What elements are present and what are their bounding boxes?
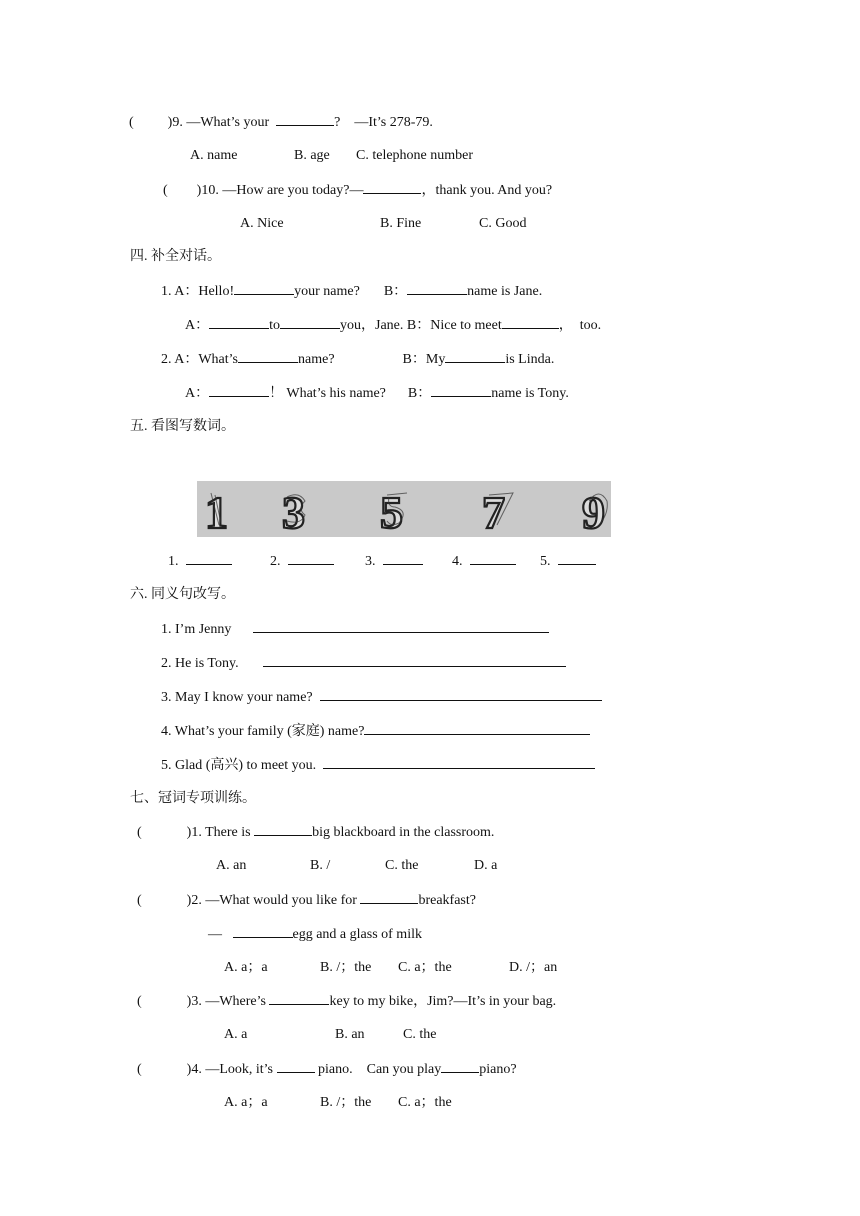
q3-option-a: A. a [224, 1027, 248, 1042]
paren-open: ( [129, 115, 134, 130]
after: key to my bike，Jim?—It’s in your bag. [329, 994, 557, 1009]
answer-blank[interactable] [238, 350, 298, 363]
article-q4 [137, 1060, 517, 1079]
answer-1 [168, 552, 232, 571]
stem: )3. —Where’s [186, 994, 270, 1009]
q4-option-a: A. a；a [224, 1095, 268, 1110]
q9-stem: )9. —What’s your [167, 115, 273, 130]
answer-blank[interactable] [186, 552, 232, 565]
dialog-line-3 [161, 350, 554, 369]
rewrite-3 [161, 688, 602, 707]
q2-option-a: A. a；a [224, 960, 268, 975]
ornate-digits-image [197, 481, 611, 537]
answer-blank[interactable] [234, 282, 294, 295]
label: 1. [168, 554, 179, 569]
q1-option-c: C. the [385, 858, 419, 873]
label: 5. [540, 554, 551, 569]
article-q3 [137, 992, 556, 1011]
q10-after: ，thank you. And you? [421, 183, 553, 198]
q2-option-b: B. /；the [320, 960, 372, 975]
q3-option-b: B. an [335, 1027, 365, 1042]
text: your name? [294, 284, 360, 299]
answer-blank[interactable] [253, 620, 549, 633]
mid: piano. Can you play [314, 1062, 442, 1077]
section-6-title: 六. 同义句改写。 [130, 587, 235, 602]
digit-one: 1 [205, 487, 228, 537]
answer-blank[interactable] [383, 552, 423, 565]
q10-option-a: A. Nice [240, 216, 284, 231]
q9-option-b: B. age [294, 148, 330, 163]
q9-option-a: A. name [190, 148, 238, 163]
q1-option-b: B. / [310, 858, 331, 873]
paren-open: ( [163, 183, 168, 198]
answer-3 [365, 552, 423, 571]
article-q2-reply [208, 925, 422, 944]
dash: — [208, 927, 226, 942]
label: 3. [365, 554, 376, 569]
rewrite-1 [161, 620, 549, 639]
article-q2 [137, 891, 476, 910]
answer-5 [540, 552, 596, 571]
q2-option-d: D. /；an [509, 960, 558, 975]
rewrite-5 [161, 756, 595, 775]
answer-blank[interactable] [470, 552, 516, 565]
text: 5. Glad (高兴) to meet you. [161, 758, 317, 773]
answer-blank[interactable] [445, 350, 505, 363]
q10-option-c: C. Good [479, 216, 527, 231]
after: egg and a glass of milk [292, 927, 422, 942]
answer-blank[interactable] [364, 722, 590, 735]
number-picture [197, 481, 611, 537]
text: name is Jane. [467, 284, 543, 299]
text: 3. May I know your name? [161, 690, 313, 705]
article-q1 [137, 823, 494, 842]
after: piano? [479, 1062, 517, 1077]
text: A： [185, 318, 210, 333]
paren-open: ( [137, 1062, 142, 1077]
section-5-title: 五. 看图写数词。 [130, 419, 235, 434]
q9-option-c: C. telephone number [356, 148, 474, 163]
text: to [269, 318, 281, 333]
text: A： [185, 386, 210, 401]
digit-five: 5 [380, 487, 403, 537]
answer-blank[interactable] [407, 282, 467, 295]
answer-blank[interactable] [254, 823, 312, 836]
answer-blank[interactable] [233, 925, 293, 938]
q1-option-d: D. a [474, 858, 498, 873]
text: B：My [402, 352, 446, 367]
q4-option-c: C. a；the [398, 1095, 452, 1110]
text: is Linda. [505, 352, 555, 367]
label: 4. [452, 554, 463, 569]
text: ！ What’s his name? [269, 386, 386, 401]
rewrite-2 [161, 654, 566, 673]
text: ， too. [558, 318, 602, 333]
text: name is Tony. [491, 386, 569, 401]
answer-blank[interactable] [363, 181, 421, 194]
answer-blank[interactable] [288, 552, 334, 565]
answer-blank[interactable] [280, 316, 340, 329]
paren-open: ( [137, 825, 142, 840]
stem: )1. There is [186, 825, 255, 840]
digit-seven: 7 [482, 487, 505, 537]
answer-blank[interactable] [209, 316, 269, 329]
q1-option-a: A. an [216, 858, 247, 873]
text: 2. He is Tony. [161, 656, 239, 671]
text: 2. A：What’s [161, 352, 238, 367]
digit-nine: 9 [582, 487, 605, 537]
label: 2. [270, 554, 281, 569]
answer-blank[interactable] [320, 688, 602, 701]
answer-blank[interactable] [263, 654, 566, 667]
paren-open: ( [137, 994, 142, 1009]
text: 1. I’m Jenny [161, 622, 232, 637]
section-7-title: 七、冠词专项训练。 [130, 791, 256, 806]
answer-blank[interactable] [323, 756, 595, 769]
answer-blank[interactable] [360, 891, 418, 904]
answer-blank[interactable] [558, 552, 596, 565]
q2-option-c: C. a；the [398, 960, 452, 975]
dialog-line-4 [185, 384, 569, 403]
text: B： [407, 386, 432, 401]
dialog-line-1 [161, 282, 542, 301]
q3-option-c: C. the [403, 1027, 437, 1042]
q4-option-b: B. /；the [320, 1095, 372, 1110]
text: B： [383, 284, 408, 299]
q10-line [163, 181, 552, 200]
text: name? [298, 352, 335, 367]
paren-open: ( [137, 893, 142, 908]
answer-4 [452, 552, 516, 571]
answer-blank[interactable] [269, 992, 329, 1005]
answer-2 [270, 552, 334, 571]
q9-after: ? —It’s 278-79. [334, 115, 433, 130]
text: 4. What’s your family (家庭) name? [161, 724, 365, 739]
answer-blank[interactable] [277, 1060, 315, 1073]
digit-three: 3 [282, 487, 305, 537]
stem: )2. —What would you like for [186, 893, 361, 908]
answer-blank[interactable] [502, 316, 559, 329]
section-4-title: 四. 补全对话。 [130, 249, 221, 264]
answer-blank[interactable] [441, 1060, 479, 1073]
after: breakfast? [418, 893, 476, 908]
dialog-line-2 [185, 316, 601, 335]
q10-stem: )10. —How are you today?— [196, 183, 364, 198]
answer-blank[interactable] [276, 113, 334, 126]
q9-line [129, 113, 433, 132]
q10-option-b: B. Fine [380, 216, 422, 231]
rewrite-4 [161, 722, 590, 741]
stem: )4. —Look, it’s [186, 1062, 277, 1077]
answer-blank[interactable] [209, 384, 269, 397]
after: big blackboard in the classroom. [312, 825, 495, 840]
text: you，Jane. B：Nice to meet [340, 318, 502, 333]
answer-blank[interactable] [431, 384, 491, 397]
text: 1. A：Hello! [161, 284, 235, 299]
